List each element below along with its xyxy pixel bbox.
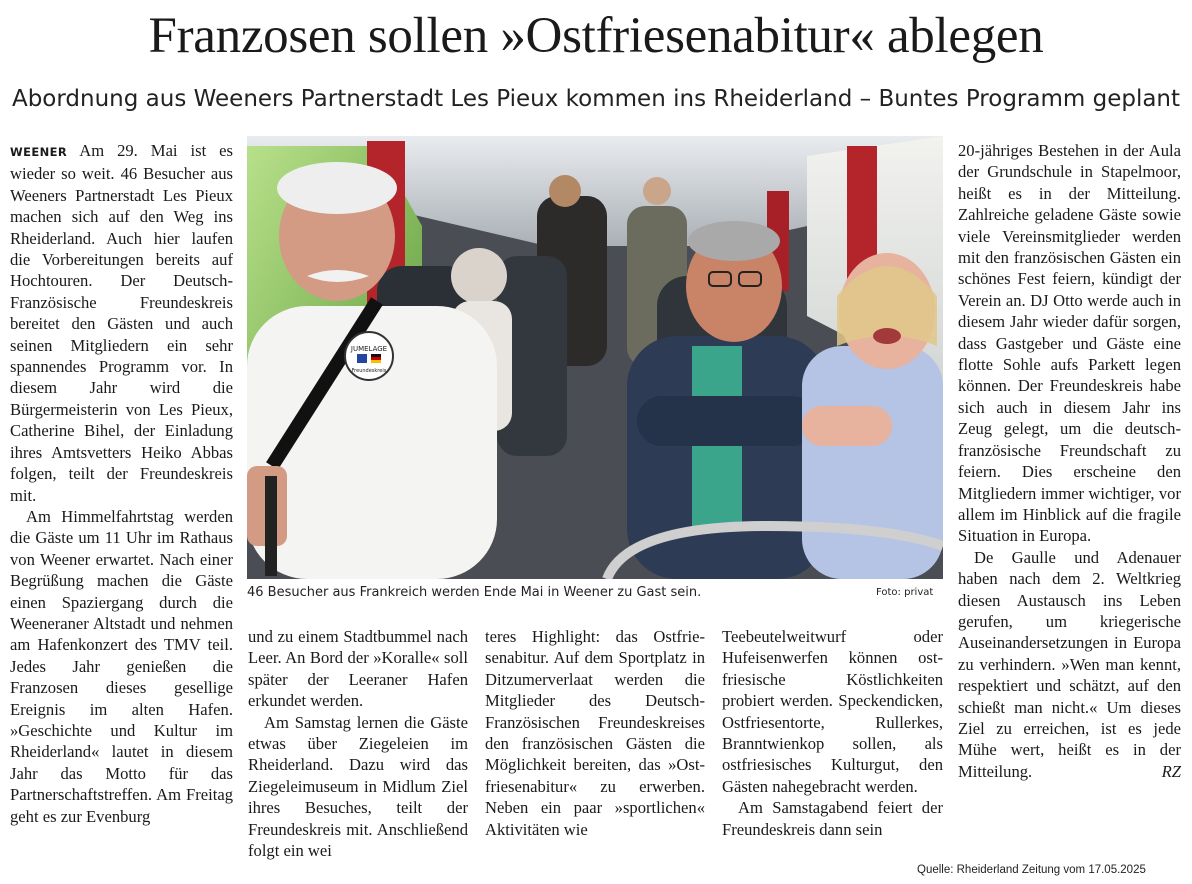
column-2 xyxy=(248,626,468,861)
paragraph: Am Samstag lernen die Gäste etwas über Ziegeleien im Rheiderland. Dazu wird das Ziegeleimuseum in Midlum Ziel ihres Besuches, teilt der Freundeskreis mit. Anschließend folgt ein wei xyxy=(248,712,468,861)
column-4 xyxy=(722,626,943,840)
source-note: Quelle: Rheiderland Zeitung vom 17.05.2025 xyxy=(917,864,1146,876)
paragraph: Am Himmelfahrtstag werden die Gäste um 11 Uhr im Rathaus von Weener erwartet. Nach einer Begrüßung machen die Gäste einen Spaziergang durch die Weeneraner Altstadt und nehmen am Hafenkonzert des TMV teil. Jedes Jahr genießen die Franzosen dieses gesellige Ereignis im alten Hafen. »Geschichte und Kultur im Rheiderland« lautet in diesem Jahr das Motto für das Partnerschaftstreffen. Am Freitag geht es zur Evenburg xyxy=(10,506,233,826)
subheadline: Abordnung aus Weeners Partnerstadt Les Pieux kommen ins Rheiderland – Buntes Programm geplant xyxy=(11,86,1181,112)
photo-credit: Foto: privat xyxy=(876,587,934,598)
column-1 xyxy=(10,140,233,827)
paragraph-text: Am 29. Mai ist es wieder so weit. 46 Besucher aus Weeners Partnerstadt Les Pieux machen sich auf den Weg ins Rheiderland. Auch hier laufen die Vorbereitungen bereits auf Hochtouren. Der Deutsch-Französische Freundeskreis bereitet den Gästen und auch seinen Mitgliedern ein sehr spannendes Programm vor. In diesem Jahr wird die Bürgermeisterin von Les Pieux, Catherine Bihel, der Einladung ihres Amtsvetters Heiko Abbas folgen, teilt der Freundeskreis mit. xyxy=(10,141,234,505)
photo-caption: 46 Besucher aus Frankreich werden Ende Mai in Weener zu Gast sein. xyxy=(247,585,702,600)
paragraph: Am Samstagabend feiert der Freundeskreis dann sein xyxy=(722,798,943,839)
dateline: WEENER xyxy=(10,145,68,159)
patch-label: JUMELAGE xyxy=(350,345,388,353)
paragraph: Teebeutelweitwurf oder Hufeisenwerfen können ostfriesische Köstlichkeiten probiert werden. Speckendicken, Ostfriesentorte, Rullerkes, Branntwienkop sollen, als ostfriesisches Kulturgut, den Gästen nahegebracht werden. xyxy=(722,627,943,796)
column-3 xyxy=(485,626,705,840)
column-5 xyxy=(958,140,1181,782)
author-signature: RZ xyxy=(1161,761,1181,781)
paragraph: und zu einem Stadtbummel nach Leer. An Bord der »Koralle« soll später der Leeraner Hafen erkundet werden. xyxy=(248,627,468,711)
patch-sublabel: Freundeskreis xyxy=(351,368,387,374)
headline: Franzosen sollen »Ostfriesenabitur« ablegen xyxy=(148,8,1044,64)
paragraph xyxy=(10,140,233,506)
paragraph: 20-jähriges Bestehen in der Aula der Grundschule in Stapelmoor, heißt es in der Mitteilung. Zahlreiche geladene Gäste sowie viele Vereinsmitglieder werden mit den französischen Gästen ein schönes Fest feiern, kündigt der Verein an. DJ Otto werde auch in diesem Jahr wieder dafür sorgen, dass Gastgeber und Gäste eine flotte Sohle aufs Parkett legen können. Der Freundeskreis habe sich auch in diesem Jahr ins Zeug gelegt, um die deutsch-französische Freundschaft zu feiern. Dies erscheine den Mitgliedern immer wichtiger, vor allem im Hinblick auf die fragile Situation in Europa. xyxy=(958,141,1181,546)
paragraph: teres Highlight: das Ostfriesenabitur. Auf dem Sportplatz in Ditzumerverlaat werden die Mitglieder des Deutsch-Französischen Freundeskreises den französischen Gästen die Möglichkeit bereiten, das »Ostfriesenabitur« zu erwerben. Neben ein paar »sportlichen« Aktivitäten wie xyxy=(485,627,705,839)
paragraph xyxy=(958,547,1181,782)
paragraph-text: De Gaulle und Adenauer haben nach dem 2. Weltkrieg diesen Austausch ins Leben gerufen, um kriegerische Auseinandersetzungen in Europa zu verhindern. »Wen man kennt, respektiert und schätzt, auf den schießt man nicht.« Um dieses Ziel zu erreichen, ist es jede Mühe wert, heißt es in der Mitteilung. xyxy=(958,547,1181,781)
article-photo xyxy=(247,136,943,579)
bus-photo-illustration xyxy=(247,136,943,579)
